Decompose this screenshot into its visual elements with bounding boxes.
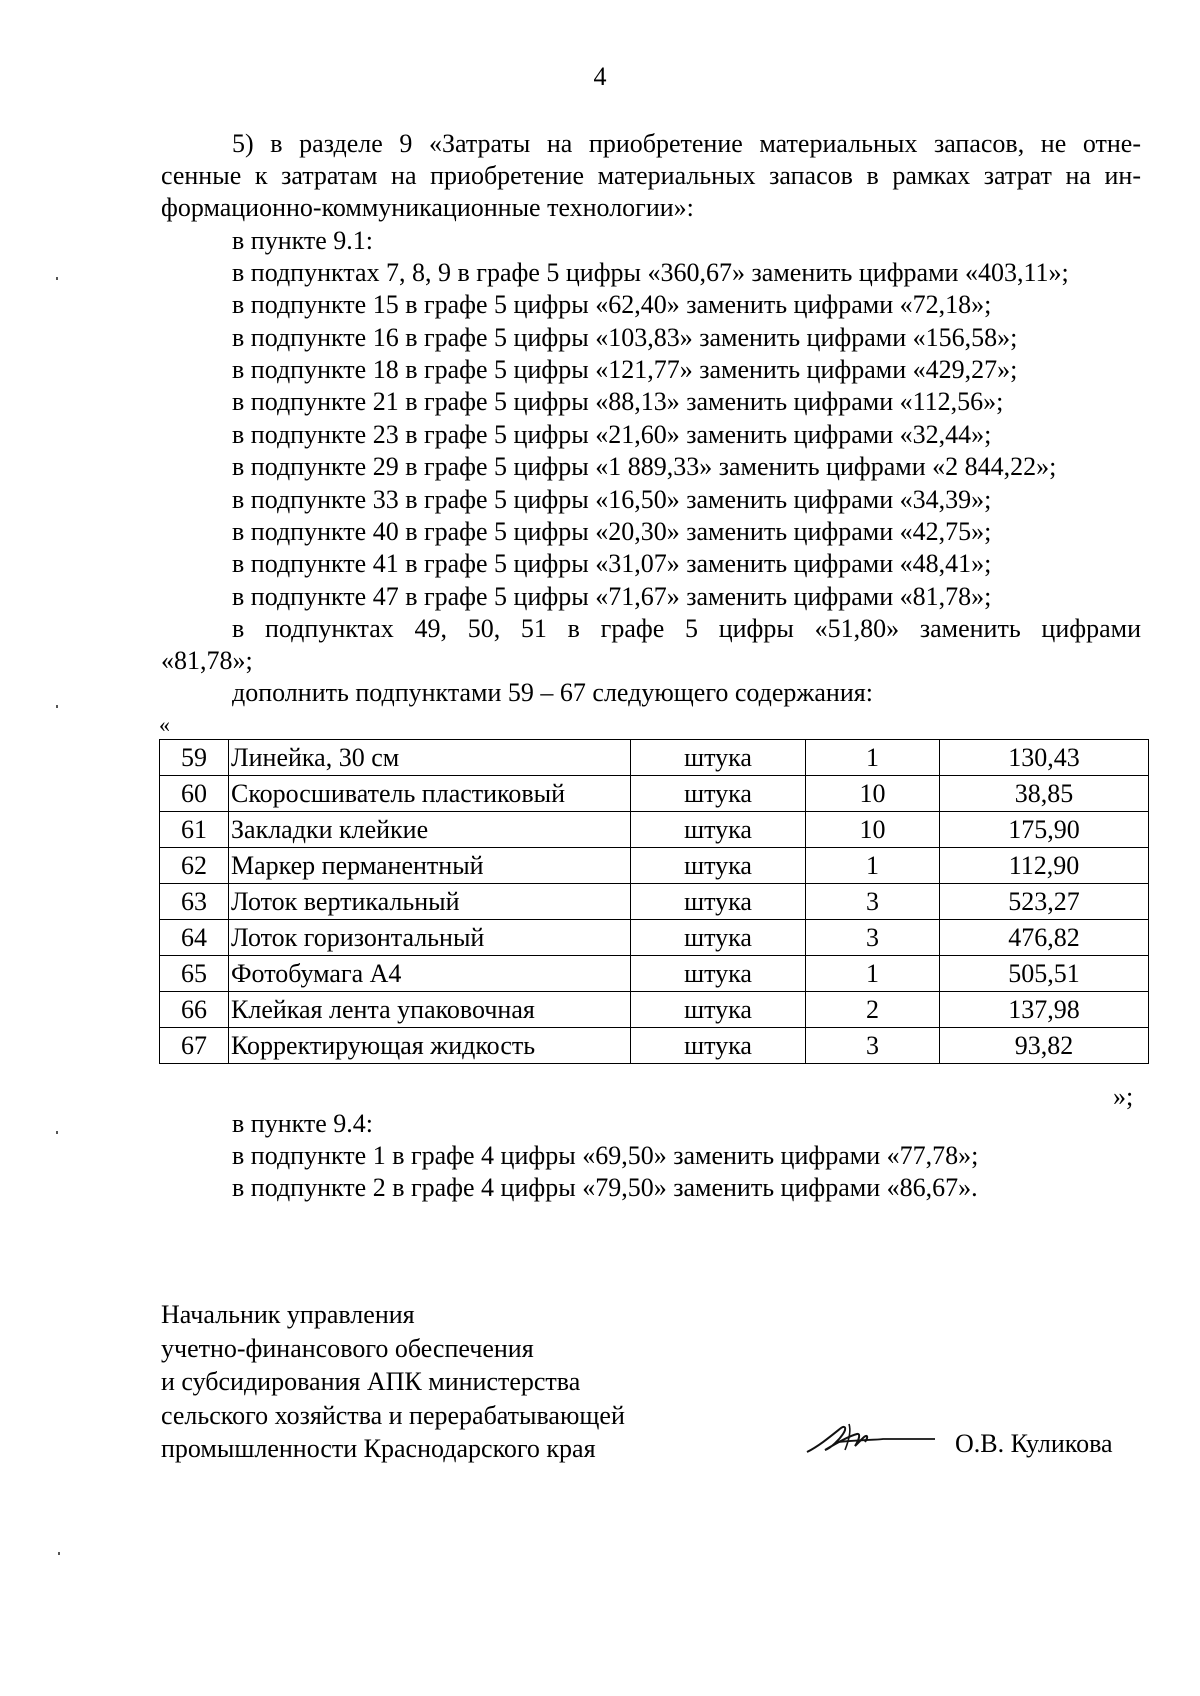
table-row — [160, 776, 1149, 812]
items-table — [159, 739, 1149, 1064]
item-name-cell: Фотобумага А4 — [229, 956, 631, 992]
price-cell: 175,90 — [940, 812, 1149, 848]
unit-cell: штука — [631, 812, 806, 848]
table-row — [160, 740, 1149, 776]
signer-title-line: сельского хозяйства и перерабатывающей — [161, 1400, 625, 1430]
amendment-item: в подпункте 18 в графе 5 цифры «121,77» заменить цифрами «429,27»; — [232, 355, 1018, 384]
quantity-cell: 3 — [806, 1028, 940, 1064]
table-row — [160, 848, 1149, 884]
signer-title-line: промышленности Краснодарского края — [161, 1434, 596, 1463]
row-number-cell: 62 — [160, 848, 229, 884]
quantity-cell: 1 — [806, 740, 940, 776]
amendment-item-multiline-end: «81,78»; — [161, 646, 253, 675]
row-number-cell: 66 — [160, 992, 229, 1028]
unit-cell: штука — [631, 740, 806, 776]
row-number-cell: 63 — [160, 884, 229, 920]
add-subitems-text: дополнить подпунктами 59 – 67 следующего содержания: — [232, 678, 873, 707]
scan-speck — [56, 1131, 58, 1134]
quantity-cell: 10 — [806, 812, 940, 848]
intro-line-2: сенные к затратам на приобретение материальных запасов в рамках затрат на ин- — [161, 161, 1141, 190]
row-number-cell: 60 — [160, 776, 229, 812]
page-number: 4 — [593, 62, 607, 91]
table-row — [160, 1028, 1149, 1064]
quantity-cell: 1 — [806, 848, 940, 884]
price-cell: 505,51 — [940, 956, 1149, 992]
section-9-4-heading: в пункте 9.4: — [232, 1109, 374, 1138]
amendment-item: в подпункте 33 в графе 5 цифры «16,50» заменить цифрами «34,39»; — [232, 485, 992, 514]
handwritten-signature — [805, 1420, 945, 1460]
table-row — [160, 920, 1149, 956]
item-name-cell: Линейка, 30 см — [229, 740, 631, 776]
price-cell: 476,82 — [940, 920, 1149, 956]
table-row — [160, 992, 1149, 1028]
amendment-item: в подпунктах 7, 8, 9 в графе 5 цифры «360,67» заменить цифрами «403,11»; — [232, 258, 1069, 287]
table-row — [160, 956, 1149, 992]
amendment-item: в подпункте 1 в графе 4 цифры «69,50» заменить цифрами «77,78»; — [232, 1141, 979, 1170]
unit-cell: штука — [631, 1028, 806, 1064]
unit-cell: штука — [631, 920, 806, 956]
item-name-cell: Закладки клейкие — [229, 812, 631, 848]
row-number-cell: 59 — [160, 740, 229, 776]
price-cell: 112,90 — [940, 848, 1149, 884]
table-open-quote: « — [159, 712, 170, 737]
item-name-cell: Клейкая лента упаковочная — [229, 992, 631, 1028]
amendment-item: в подпункте 2 в графе 4 цифры «79,50» заменить цифрами «86,67». — [232, 1173, 978, 1202]
intro-line-1: 5) в разделе 9 «Затраты на приобретение материальных запасов, не отне- — [232, 129, 1141, 158]
item-name-cell: Лоток горизонтальный — [229, 920, 631, 956]
amendment-item: в подпункте 40 в графе 5 цифры «20,30» заменить цифрами «42,75»; — [232, 517, 992, 546]
price-cell: 130,43 — [940, 740, 1149, 776]
section-9-1-heading: в пункте 9.1: — [232, 226, 374, 255]
item-name-cell: Лоток вертикальный — [229, 884, 631, 920]
signature-title-block — [161, 1298, 625, 1466]
unit-cell: штука — [631, 992, 806, 1028]
row-number-cell: 67 — [160, 1028, 229, 1064]
row-number-cell: 61 — [160, 812, 229, 848]
signer-title-line: Начальник управления — [161, 1300, 415, 1329]
amendment-item-multiline-start: в подпунктах 49, 50, 51 в графе 5 цифры «51,80» заменить цифрами — [232, 614, 1141, 643]
amendment-item: в подпункте 47 в графе 5 цифры «71,67» заменить цифрами «81,78»; — [232, 582, 992, 611]
scan-speck — [56, 277, 58, 280]
signer-title-line: учетно-финансового обеспечения — [161, 1333, 534, 1363]
price-cell: 523,27 — [940, 884, 1149, 920]
item-name-cell: Маркер перманентный — [229, 848, 631, 884]
price-cell: 38,85 — [940, 776, 1149, 812]
unit-cell: штука — [631, 776, 806, 812]
amendment-item: в подпункте 21 в графе 5 цифры «88,13» заменить цифрами «112,56»; — [232, 387, 1004, 416]
scan-speck — [58, 1552, 60, 1555]
scan-speck — [56, 705, 58, 708]
table-row — [160, 812, 1149, 848]
price-cell: 93,82 — [940, 1028, 1149, 1064]
amendment-item: в подпункте 16 в графе 5 цифры «103,83» заменить цифрами «156,58»; — [232, 323, 1018, 352]
signer-name: О.В. Куликова — [955, 1429, 1113, 1458]
quantity-cell: 3 — [806, 920, 940, 956]
unit-cell: штука — [631, 884, 806, 920]
amendment-item: в подпункте 23 в графе 5 цифры «21,60» заменить цифрами «32,44»; — [232, 420, 992, 449]
quantity-cell: 2 — [806, 992, 940, 1028]
amendment-item: в подпункте 41 в графе 5 цифры «31,07» заменить цифрами «48,41»; — [232, 549, 992, 578]
quantity-cell: 3 — [806, 884, 940, 920]
item-name-cell: Корректирующая жидкость — [229, 1028, 631, 1064]
quantity-cell: 1 — [806, 956, 940, 992]
table-row — [160, 884, 1149, 920]
unit-cell: штука — [631, 956, 806, 992]
amendment-item: в подпункте 29 в графе 5 цифры «1 889,33» заменить цифрами «2 844,22»; — [232, 452, 1057, 481]
table-close-quote: »; — [1113, 1082, 1134, 1111]
item-name-cell: Скоросшиватель пластиковый — [229, 776, 631, 812]
price-cell: 137,98 — [940, 992, 1149, 1028]
unit-cell: штука — [631, 848, 806, 884]
row-number-cell: 64 — [160, 920, 229, 956]
intro-line-3: формационно-коммуникационные технологии»: — [161, 193, 694, 222]
signer-title-line: и субсидирования АПК министерства — [161, 1367, 581, 1396]
quantity-cell: 10 — [806, 776, 940, 812]
amendment-item: в подпункте 15 в графе 5 цифры «62,40» заменить цифрами «72,18»; — [232, 290, 992, 319]
row-number-cell: 65 — [160, 956, 229, 992]
